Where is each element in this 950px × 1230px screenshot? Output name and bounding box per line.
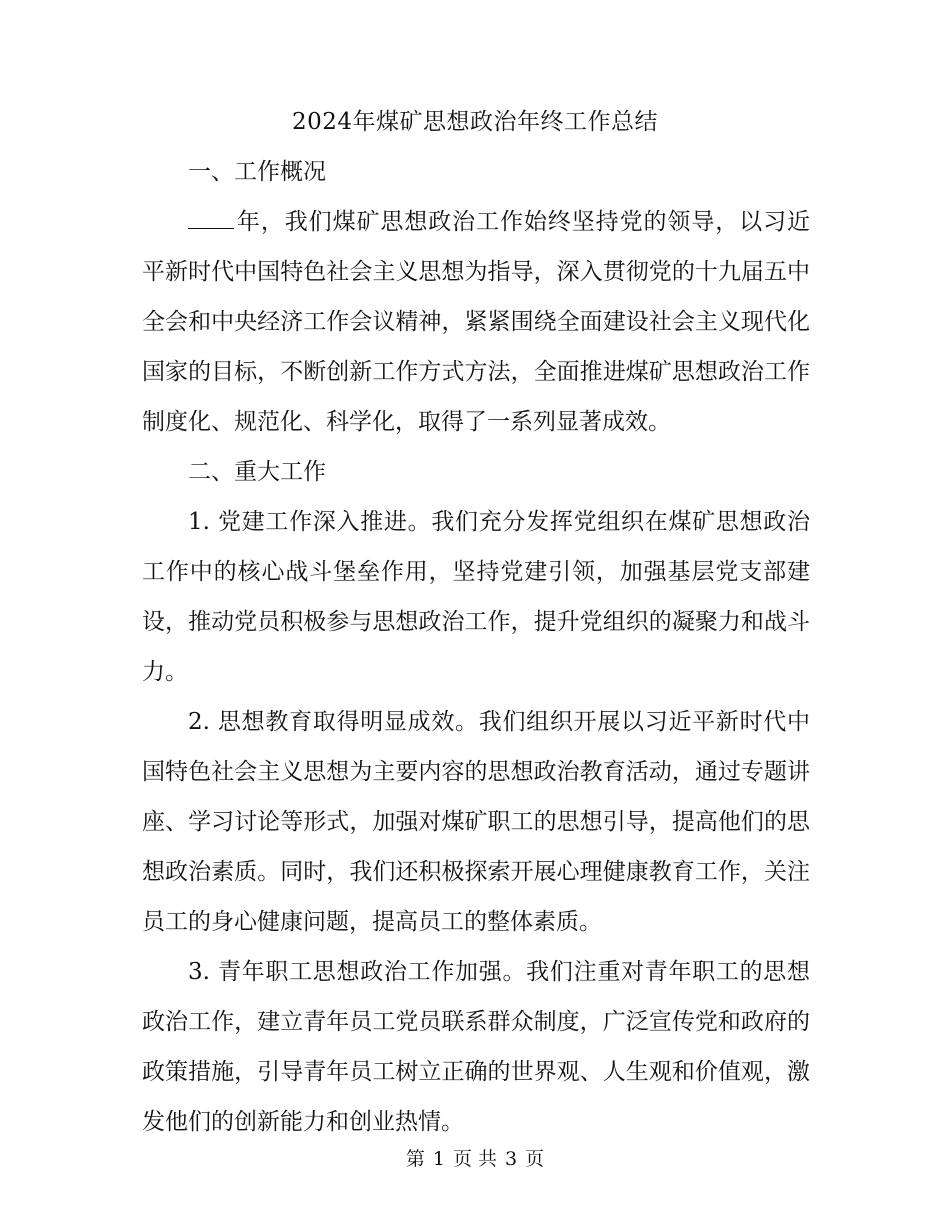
overview-paragraph-text: 年，我们煤矿思想政治工作始终坚持党的领导，以习近平新时代中国特色社会主义思想为指导，深入贯彻党的十九届五中全会和中央经济工作会议精神，紧紧围绕全面建设社会主义现代化国家的目标，不断创新工作方式方法，全面推进煤矿思想政治工作制度化、规范化、科学化，取得了一系列显著成效。 — [142, 209, 810, 435]
footer-mid: 页 共 — [452, 1148, 498, 1170]
document-title: 2024年煤矿思想政治年终工作总结 — [291, 109, 659, 135]
footer-total-pages: 3 — [505, 1148, 518, 1170]
document-body — [142, 154, 810, 1154]
footer-current-page: 1 — [432, 1148, 445, 1170]
overview-paragraph — [142, 197, 810, 447]
major-work-item-2: 2. 思想教育取得明显成效。我们组织开展以习近平新时代中国特色社会主义思想为主要内容的思想政治教育活动，通过专题讲座、学习讨论等形式，加强对煤矿职工的思想引导，提高他们的思想政治素质。同时，我们还积极探索开展心理健康教育工作，关注员工的身心健康问题，提高员工的整体素质。 — [142, 709, 810, 935]
major-work-item-3: 3. 青年职工思想政治工作加强。我们注重对青年职工的思想政治工作，建立青年员工党员联系群众制度，广泛宣传党和政府的政策措施，引导青年员工树立正确的世界观、人生观和价值观，激发他们的创新能力和创业热情。 — [142, 959, 810, 1135]
section-heading-overview: 一、工作概况 — [188, 159, 326, 185]
footer-suffix: 页 — [525, 1148, 545, 1170]
section-heading-major-work: 二、重大工作 — [188, 459, 326, 485]
footer-prefix: 第 — [405, 1148, 425, 1170]
page-footer — [0, 1144, 950, 1174]
major-work-item-1: 1. 党建工作深入推进。我们充分发挥党组织在煤矿思想政治工作中的核心战斗堡垒作用，坚持党建引领，加强基层党支部建设，推动党员积极参与思想政治工作，提升党组织的凝聚力和战斗力。 — [142, 509, 810, 685]
blank-underline — [188, 204, 234, 229]
